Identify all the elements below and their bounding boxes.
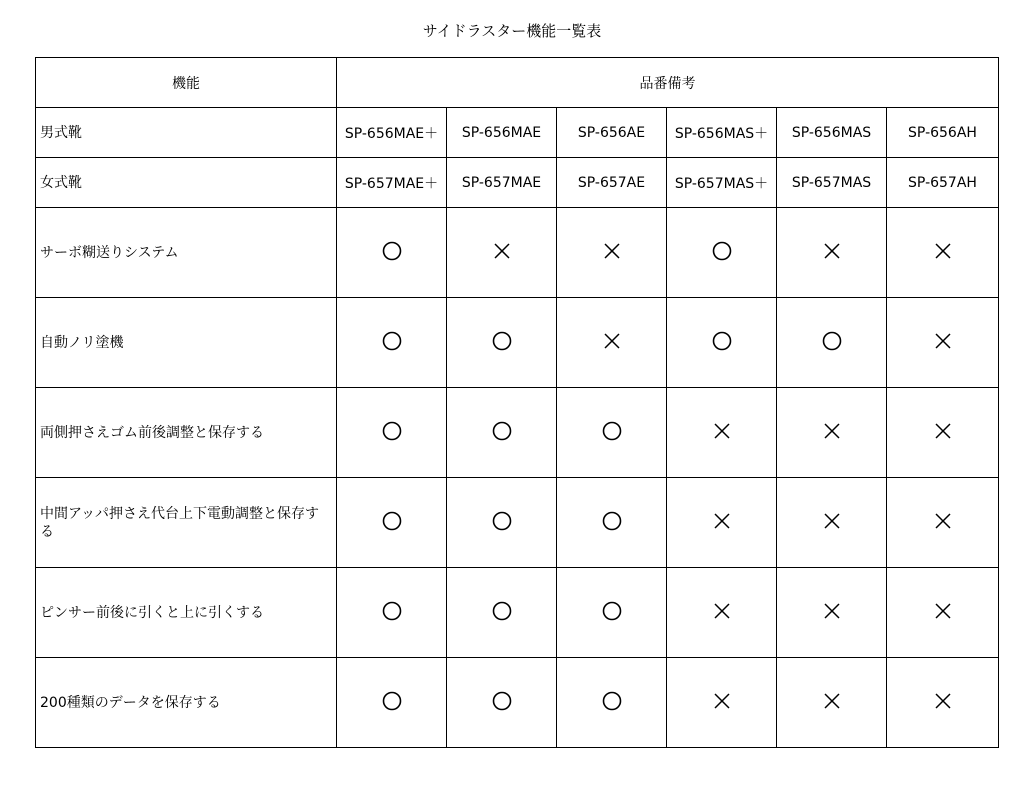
feature-name: 中間アッパ押さえ代台上下電動調整と保存する: [36, 478, 337, 568]
support-cell: [557, 478, 667, 568]
feature-row: [36, 568, 999, 658]
feature-row: [36, 478, 999, 568]
cross-icon: [822, 241, 842, 261]
circle-icon: [382, 421, 402, 441]
circle-icon: [822, 331, 842, 351]
feature-name: 200種類のデータを保存する: [36, 658, 337, 748]
cross-icon: [712, 421, 732, 441]
circle-icon: [492, 511, 512, 531]
cross-icon: [933, 331, 953, 351]
support-cell: [557, 658, 667, 748]
circle-icon: [492, 691, 512, 711]
cross-icon: [602, 331, 622, 351]
function-header: 機能: [36, 58, 337, 108]
support-cell: [447, 298, 557, 388]
feature-row: [36, 388, 999, 478]
circle-icon: [712, 331, 732, 351]
support-cell: [447, 388, 557, 478]
cross-icon: [933, 241, 953, 261]
model-code: SP-657MAE: [447, 158, 557, 208]
feature-row: [36, 298, 999, 388]
support-cell: [777, 568, 887, 658]
support-cell: [887, 298, 999, 388]
circle-icon: [492, 601, 512, 621]
support-cell: [777, 208, 887, 298]
circle-icon: [602, 511, 622, 531]
cross-icon: [822, 691, 842, 711]
model-code: SP-656AE: [557, 108, 667, 158]
support-cell: [777, 478, 887, 568]
support-cell: [667, 388, 777, 478]
support-cell: [777, 298, 887, 388]
support-cell: [667, 478, 777, 568]
cross-icon: [492, 241, 512, 261]
cross-icon: [822, 421, 842, 441]
support-cell: [337, 208, 447, 298]
cross-icon: [602, 241, 622, 261]
men-shoes-label: 男式靴: [36, 108, 337, 158]
header-row: [36, 58, 999, 108]
support-cell: [777, 388, 887, 478]
cross-icon: [822, 601, 842, 621]
circle-icon: [382, 241, 402, 261]
model-code: SP-657MAS: [777, 158, 887, 208]
men-model-row: [36, 108, 999, 158]
circle-icon: [382, 511, 402, 531]
models-header: 品番備考: [337, 58, 999, 108]
women-model-row: [36, 158, 999, 208]
circle-icon: [492, 331, 512, 351]
support-cell: [447, 568, 557, 658]
model-code: SP-657AE: [557, 158, 667, 208]
support-cell: [667, 208, 777, 298]
support-cell: [887, 208, 999, 298]
support-cell: [337, 568, 447, 658]
cross-icon: [933, 691, 953, 711]
feature-name: 自動ノリ塗機: [36, 298, 337, 388]
cross-icon: [712, 601, 732, 621]
support-cell: [667, 568, 777, 658]
circle-icon: [492, 421, 512, 441]
model-code: SP-656MAE: [447, 108, 557, 158]
feature-row: [36, 658, 999, 748]
cross-icon: [822, 511, 842, 531]
support-cell: [887, 388, 999, 478]
feature-row: [36, 208, 999, 298]
circle-icon: [602, 601, 622, 621]
cross-icon: [712, 511, 732, 531]
cross-icon: [933, 421, 953, 441]
model-code: SP-656MAS＋: [667, 108, 777, 158]
support-cell: [447, 658, 557, 748]
model-code: SP-656MAE＋: [337, 108, 447, 158]
support-cell: [337, 388, 447, 478]
circle-icon: [602, 421, 622, 441]
model-code: SP-657AH: [887, 158, 999, 208]
feature-name: ピンサー前後に引くと上に引くする: [36, 568, 337, 658]
support-cell: [557, 568, 667, 658]
support-cell: [667, 298, 777, 388]
support-cell: [447, 478, 557, 568]
feature-name: サーボ糊送りシステム: [36, 208, 337, 298]
model-code: SP-657MAE＋: [337, 158, 447, 208]
support-cell: [557, 388, 667, 478]
support-cell: [667, 658, 777, 748]
cross-icon: [933, 601, 953, 621]
support-cell: [557, 298, 667, 388]
feature-name: 両側押さえゴム前後調整と保存する: [36, 388, 337, 478]
cross-icon: [712, 691, 732, 711]
support-cell: [337, 658, 447, 748]
support-cell: [447, 208, 557, 298]
page-title: サイドラスター機能一覧表: [422, 22, 602, 40]
support-cell: [887, 658, 999, 748]
circle-icon: [602, 691, 622, 711]
support-cell: [337, 478, 447, 568]
support-cell: [337, 298, 447, 388]
model-code: SP-657MAS＋: [667, 158, 777, 208]
women-shoes-label: 女式靴: [36, 158, 337, 208]
support-cell: [887, 478, 999, 568]
circle-icon: [382, 331, 402, 351]
feature-table: [35, 57, 999, 748]
support-cell: [887, 568, 999, 658]
circle-icon: [712, 241, 732, 261]
model-code: SP-656AH: [887, 108, 999, 158]
circle-icon: [382, 691, 402, 711]
support-cell: [777, 658, 887, 748]
circle-icon: [382, 601, 402, 621]
support-cell: [557, 208, 667, 298]
model-code: SP-656MAS: [777, 108, 887, 158]
cross-icon: [933, 511, 953, 531]
